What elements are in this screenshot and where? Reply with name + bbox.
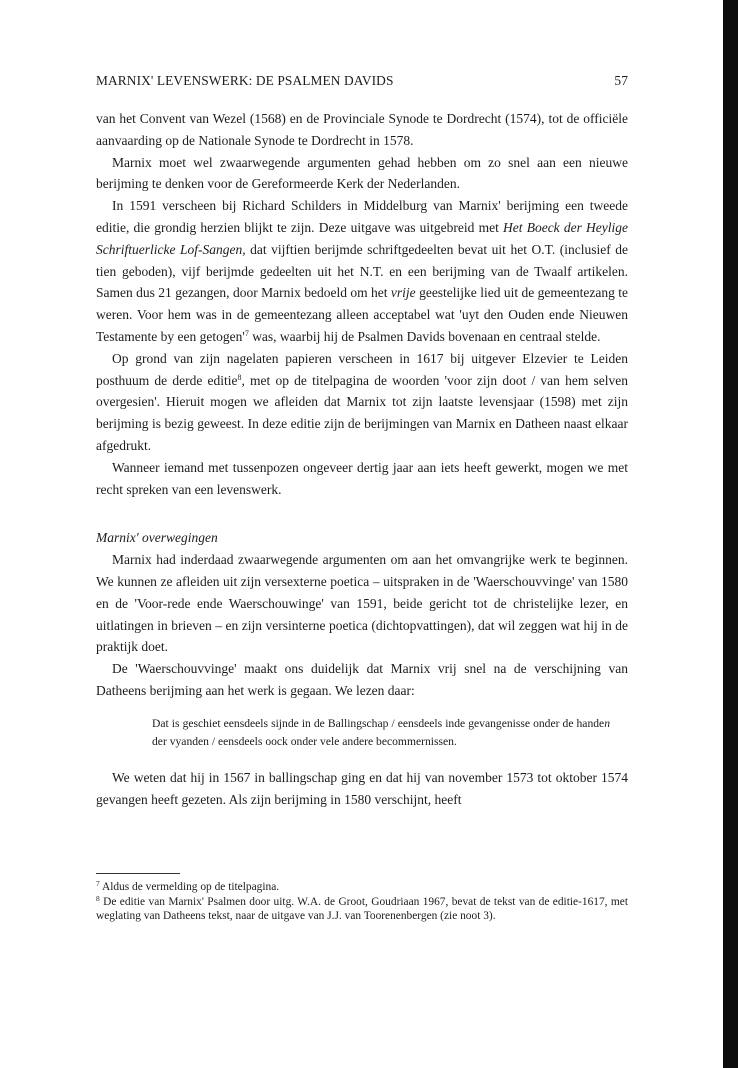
paragraph-4 [96,348,628,457]
footnote-ref-7[interactable]: 7 [244,328,249,338]
paragraph-5: Wanneer iemand met tussenpozen ongeveer dertig jaar aan iets heeft gewerkt, mogen we met recht spreken van een levenswerk. [96,459,628,497]
footnote-8 [96,895,628,923]
paragraph-3-text-a: In 1591 verscheen bij Richard Schilders in Middelburg van Marnix' berijming een tweede editie, die grondig herzien blijkt te zijn. Deze uitgave was uitgebreid met [96,198,628,235]
paragraph-6: Marnix had inderdaad zwaarwegende argumenten om aan het omvangrijke werk te beginnen. We kunnen ze afleiden uit zijn versexterne poetica – uitspraken in de 'Waerschouvvinge' van 1580 en de 'Voor-rede ende Waerschouwinge' van 1591, beide gericht tot de christelijke lezer, en uitlatingen in brieven – en zijn versinterne poetica (dichtopvattingen), dat wil zeggen wat hij in de praktijk doet. [96,552,628,655]
block-quote [152,715,610,751]
footnote-7 [96,880,628,894]
footnote-rule [96,873,180,874]
paragraph-2: Marnix moet wel zwaarwegende argumenten gehad hebben om zo snel aan een nieuwe berijming te denken voor de Gereformeerde Kerk der Nederlanden. [96,154,628,192]
paragraph-1: van het Convent van Wezel (1568) en de Provinciale Synode te Dordrecht (1574), tot de officiële aanvaarding op de Nationale Synode te Dordrecht in 1578. [96,111,628,148]
footnote-7-number: 7 [96,879,100,888]
paragraph-8: We weten dat hij in 1567 in ballingschap ging en dat hij van november 1573 tot oktober 1574 gevangen heeft gezeten. Als zijn berijming in 1580 verschijnt, heeft [96,769,628,807]
paragraph-3-text-b: dat vijftien berijmde schriftgedeelten bevat uit het O.T. (inclusief de tien geboden), vijf berijmde gedeelten uit het N.T. en een berijming van de Twaalf artikelen. Samen dus 21 gezangen, door Marnix bedoeld om het [96,241,628,301]
footnote-ref-8[interactable]: 8 [237,372,242,382]
paragraph-4-text-b: , met op de titelpagina de woorden 'voor zijn doot / van hem selven overgesien'. Hieruit mogen we afleiden dat Marnix tot zijn laatste levensjaar (1598) met zijn berijming is bezig geweest. In deze editie zijn de berijmingen van Marnix en Datheen naast elkaar afgedrukt. [96,372,628,453]
paragraph-4-text-a: Op grond van zijn nagelaten papieren verscheen in 1617 bij uitgever Elzevier te Leiden posthuum de derde editie [96,350,628,388]
footnote-8-text: De editie van Marnix' Psalmen door uitg. W.A. de Groot, Goudriaan 1967, bevat de tekst van de editie-1617, met weglating van Datheens tekst, naar de uitgave van J.J. van Toorenenbergen (zie noot 3). [96,896,628,922]
page-number: 57 [614,73,628,88]
footnotes [96,873,628,924]
paragraph-3 [96,195,628,348]
paragraph-3-text-d: was, waarbij hij de Psalmen Davids bovenaan en centraal stelde. [248,328,601,344]
section-heading: Marnix' overwegingen [96,530,218,546]
quote-italic-letter: n [604,716,610,730]
emphasis-vrije: vrije [390,285,416,301]
body-text [96,108,628,810]
footnote-7-text: Aldus de vermelding op de titelpagina. [101,881,280,893]
quote-text-b: der vyanden / eensdeels oock onder vele andere becommernissen. [152,734,457,748]
footnote-8-number: 8 [96,894,100,903]
running-title: MARNIX' LEVENSWERK: DE PSALMEN DAVIDS [96,73,394,88]
paragraph-7: De 'Waerschouvvinge' maakt ons duidelijk dat Marnix vrij snel na de verschijning van Datheens berijming aan het werk is gegaan. We lezen daar: [96,661,628,698]
scan-edge-bar [723,0,738,1068]
paragraph-3-text-c: geestelijke lied uit de gemeentezang te weren. Voor hem was in de gemeentezang alleen acceptabel wat 'uyt den Ouden ende Nieuwen Testamente by een getogen' [96,285,628,344]
book-title: Het Boeck der Heylige Schriftuerlicke Lof-Sangen, [96,219,629,257]
quote-text-a: Dat is geschiet eensdeels sijnde in de Ballingschap / eensdeels inde gevangenisse onder de hande [152,716,605,730]
